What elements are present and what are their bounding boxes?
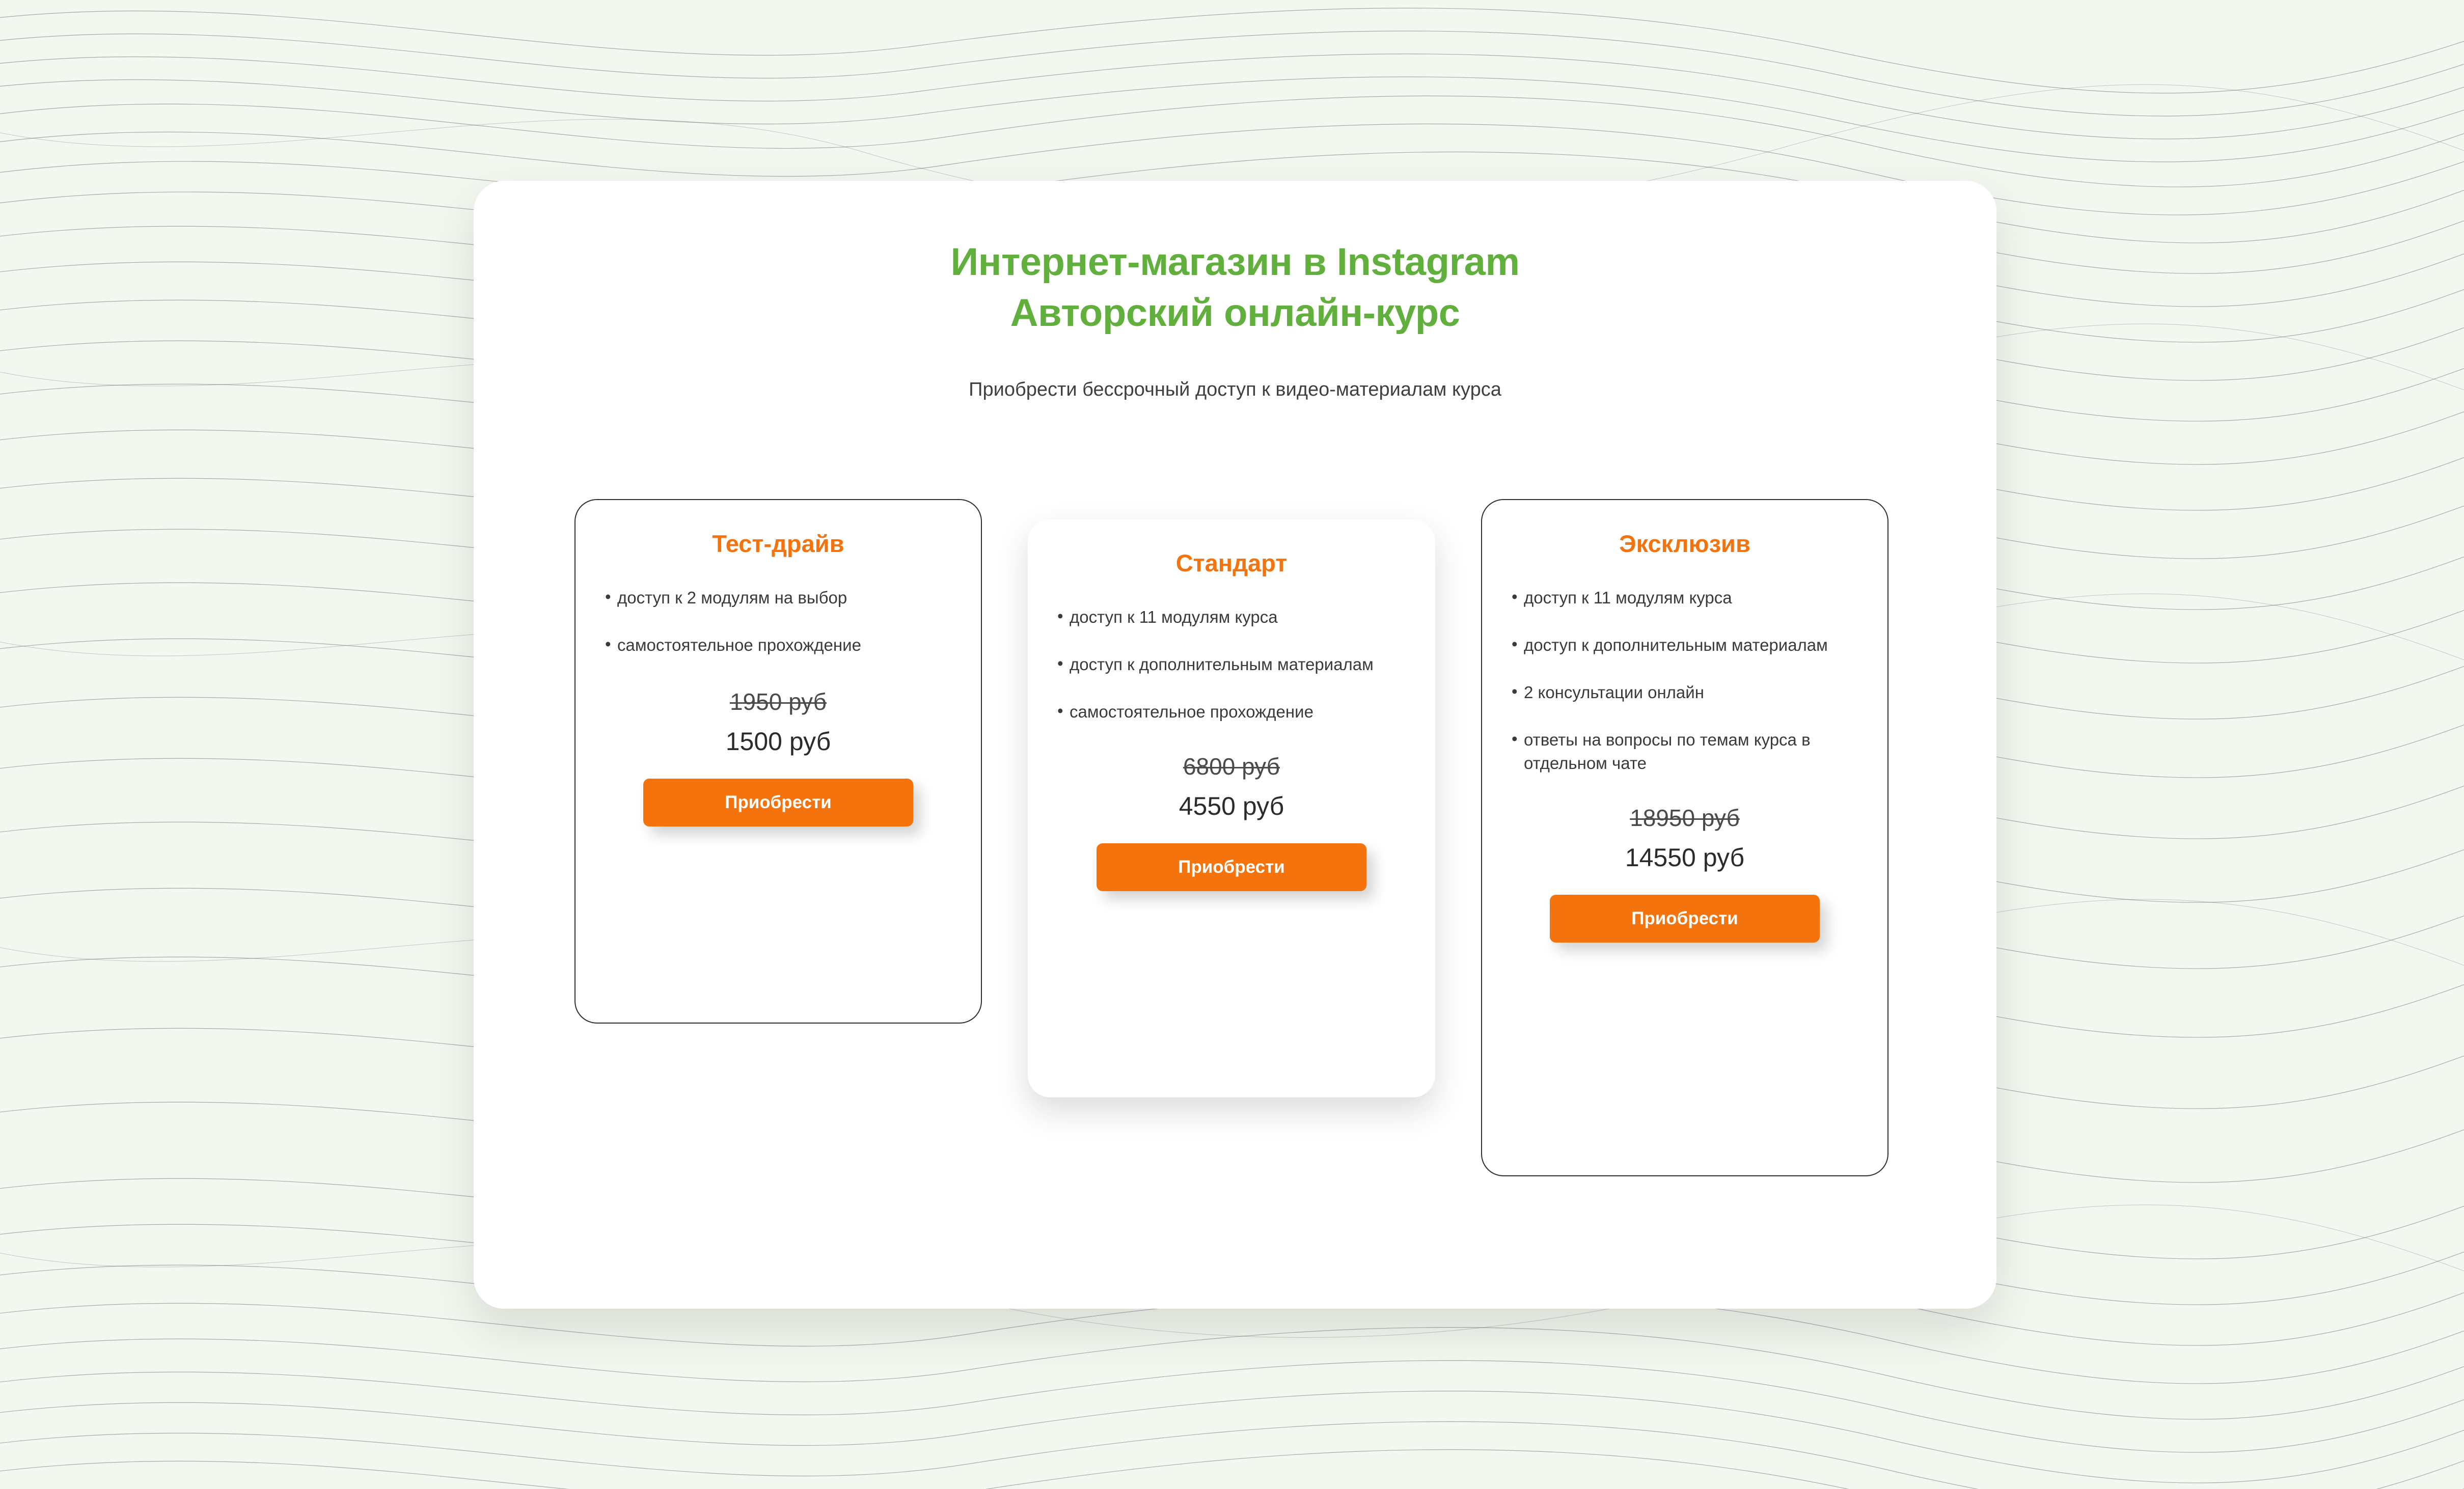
page-title-line-1: Интернет-магазин в Instagram xyxy=(950,240,1520,284)
plan-price-block xyxy=(576,688,981,756)
plan-feature-item: • доступ к дополнительным материалам xyxy=(1054,653,1409,677)
plan-old-price: 6800 руб xyxy=(1183,753,1280,780)
plan-title: Эксклюзив xyxy=(1619,530,1750,557)
plan-feature-item: • доступ к 2 модулям на выбор xyxy=(602,586,954,610)
plan-new-price: 1500 руб xyxy=(725,727,831,756)
plan-title: Стандарт xyxy=(1175,549,1288,576)
buy-button[interactable]: Приобрести xyxy=(1097,843,1366,891)
plan-feature-item: • ответы на вопросы по темам курса в отдельном чате xyxy=(1509,728,1861,776)
plan-feature-item: • доступ к 11 модулям курса xyxy=(1509,586,1861,610)
plan-feature-item: • самостоятельное прохождение xyxy=(1054,700,1409,724)
pricing-card xyxy=(474,181,1996,1309)
plan-new-price: 4550 руб xyxy=(1179,791,1284,820)
plan-feature-item: • доступ к 11 модулям курса xyxy=(1054,605,1409,629)
plan-feature-item: • 2 консультации онлайн xyxy=(1509,681,1861,705)
page-title-line-2: Авторский онлайн-курс xyxy=(1010,291,1460,335)
plan-price-block xyxy=(1028,753,1435,821)
buy-button[interactable]: Приобрести xyxy=(643,779,913,826)
plan-feature-item: • доступ к дополнительным материалам xyxy=(1509,633,1861,657)
plan-card-standard xyxy=(1028,519,1435,1097)
buy-button[interactable]: Приобрести xyxy=(1550,895,1820,943)
plan-title: Тест-драйв xyxy=(712,530,844,557)
plan-card-test-drive xyxy=(574,499,982,1024)
plan-old-price: 1950 руб xyxy=(729,688,827,715)
plan-price-block xyxy=(1482,804,1887,872)
plan-card-exclusive xyxy=(1481,499,1888,1176)
plan-features-list xyxy=(1028,605,1435,724)
plan-new-price: 14550 руб xyxy=(1625,843,1745,872)
plan-old-price: 18950 руб xyxy=(1630,805,1740,832)
plan-features-list xyxy=(1482,586,1887,776)
plan-feature-item: • самостоятельное прохождение xyxy=(602,633,954,657)
page-subtitle: Приобрести бессрочный доступ к видео-материалам курса xyxy=(969,378,1501,400)
plan-features-list xyxy=(576,586,981,657)
pricing-plans-row xyxy=(474,499,1996,1237)
page-title xyxy=(474,181,1996,339)
